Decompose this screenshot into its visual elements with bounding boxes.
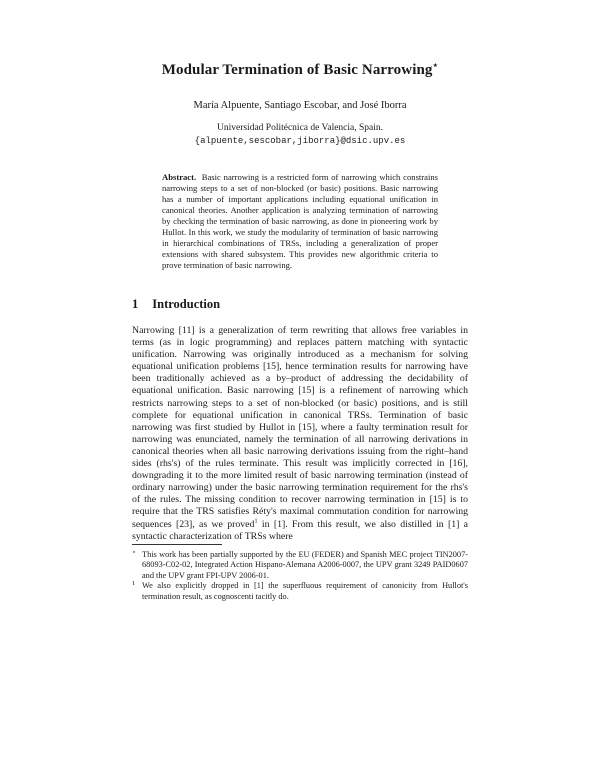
body-text-part1: Narrowing [11] is a generalization of term rewriting that allows free variables in terms (as in logic programming) and replaces pattern matching with syntactic unification. Narrowing was originally introduced as a mechanism for solving equational unification problems [15], hence termination results for narrowing have been traditionally achieved as a by–product of addressing the decidability of equational unification. Basic narrowing [15] is a refinement of narrowing which restricts narrowing steps to a set of non-blocked (or basic) positions, and is still complete for equational unification in canonical TRSs. Termination of basic narrowing was first studied by Hullot in [15], where a faulty termination result for narrowing was enunciated, namely the termination of all narrowing derivations in canonical theories when all basic narrowing derivations issuing from the right–hand sides (rhs's) of the rules terminate. This result was implicitly corrected in [16], downgrading it to the more limited result of basic narrowing termination (instead of ordinary narrowing) under the basic narrowing termination requirement for the rhs's of the rules. The missing condition to recover narrowing termination in [15] is to require that the TRS satisfies Réty's maximal commutation condition for narrowing sequences [23], as we proved: [132, 325, 468, 530]
author-list: María Alpuente, Santiago Escobar, and José Iborra: [193, 100, 407, 111]
footnote-text: We also explicitly dropped in [1] the superfluous requirement of canonicity from Hullot's termination result, as cognoscenti tacitly do.: [142, 581, 468, 601]
title-footnote-mark: ⋆: [432, 60, 439, 70]
section-number: 1: [132, 297, 139, 311]
footnote-funding: [132, 550, 468, 581]
abstract-text: Basic narrowing is a restricted form of narrowing which constrains narrowing steps to a set of non-blocked (or basic) positions. Basic narrowing has a number of important applications including equational unification in canonical theories. Another application is analyzing termination of narrowing by checking the termination of basic narrowing, as done in pioneering work by Hullot. In this work, we study the modularity of termination of basic narrowing in hierarchical combinations of TRSs, including a generalization of proper extensions with shared subsystem. This provides new algorithmic criteria to prove termination of basic narrowing.: [162, 172, 439, 271]
body-text-part2: in [1]. From this result, we also distilled in [1] a syntactic characterization of TRSs where: [132, 518, 468, 542]
abstract-label: Abstract.: [162, 172, 197, 182]
footnote-mark: ⋆: [132, 549, 137, 556]
affiliation-block: [0, 122, 600, 148]
body-footnote-ref: 1: [254, 517, 258, 525]
section-heading: [132, 297, 220, 312]
footnote-mark: 1: [132, 580, 136, 588]
affiliation: Universidad Politécnica de Valencia, Spain.: [216, 123, 384, 133]
footnotes: [132, 550, 468, 602]
author-email: {alpuente,sescobar,jiborra}@dsic.upv.es: [194, 136, 406, 146]
footnote-rule: [132, 544, 222, 545]
title-text: Modular Termination of Basic Narrowing: [161, 62, 433, 78]
body-paragraph: [132, 325, 468, 543]
footnote-text: This work has been partially supported by the EU (FEDER) and Spanish MEC project TIN2007-68093-C02-02, Integrated Action Hispano-Alemana A2006-0007, the UPV grant 3249 PAID0607 and the UPV grant FPI-UPV 2006-01.: [142, 550, 468, 580]
abstract: [162, 172, 438, 271]
section-title: Introduction: [152, 297, 221, 311]
footnote-1: [132, 581, 468, 602]
paper-title: [0, 60, 600, 79]
